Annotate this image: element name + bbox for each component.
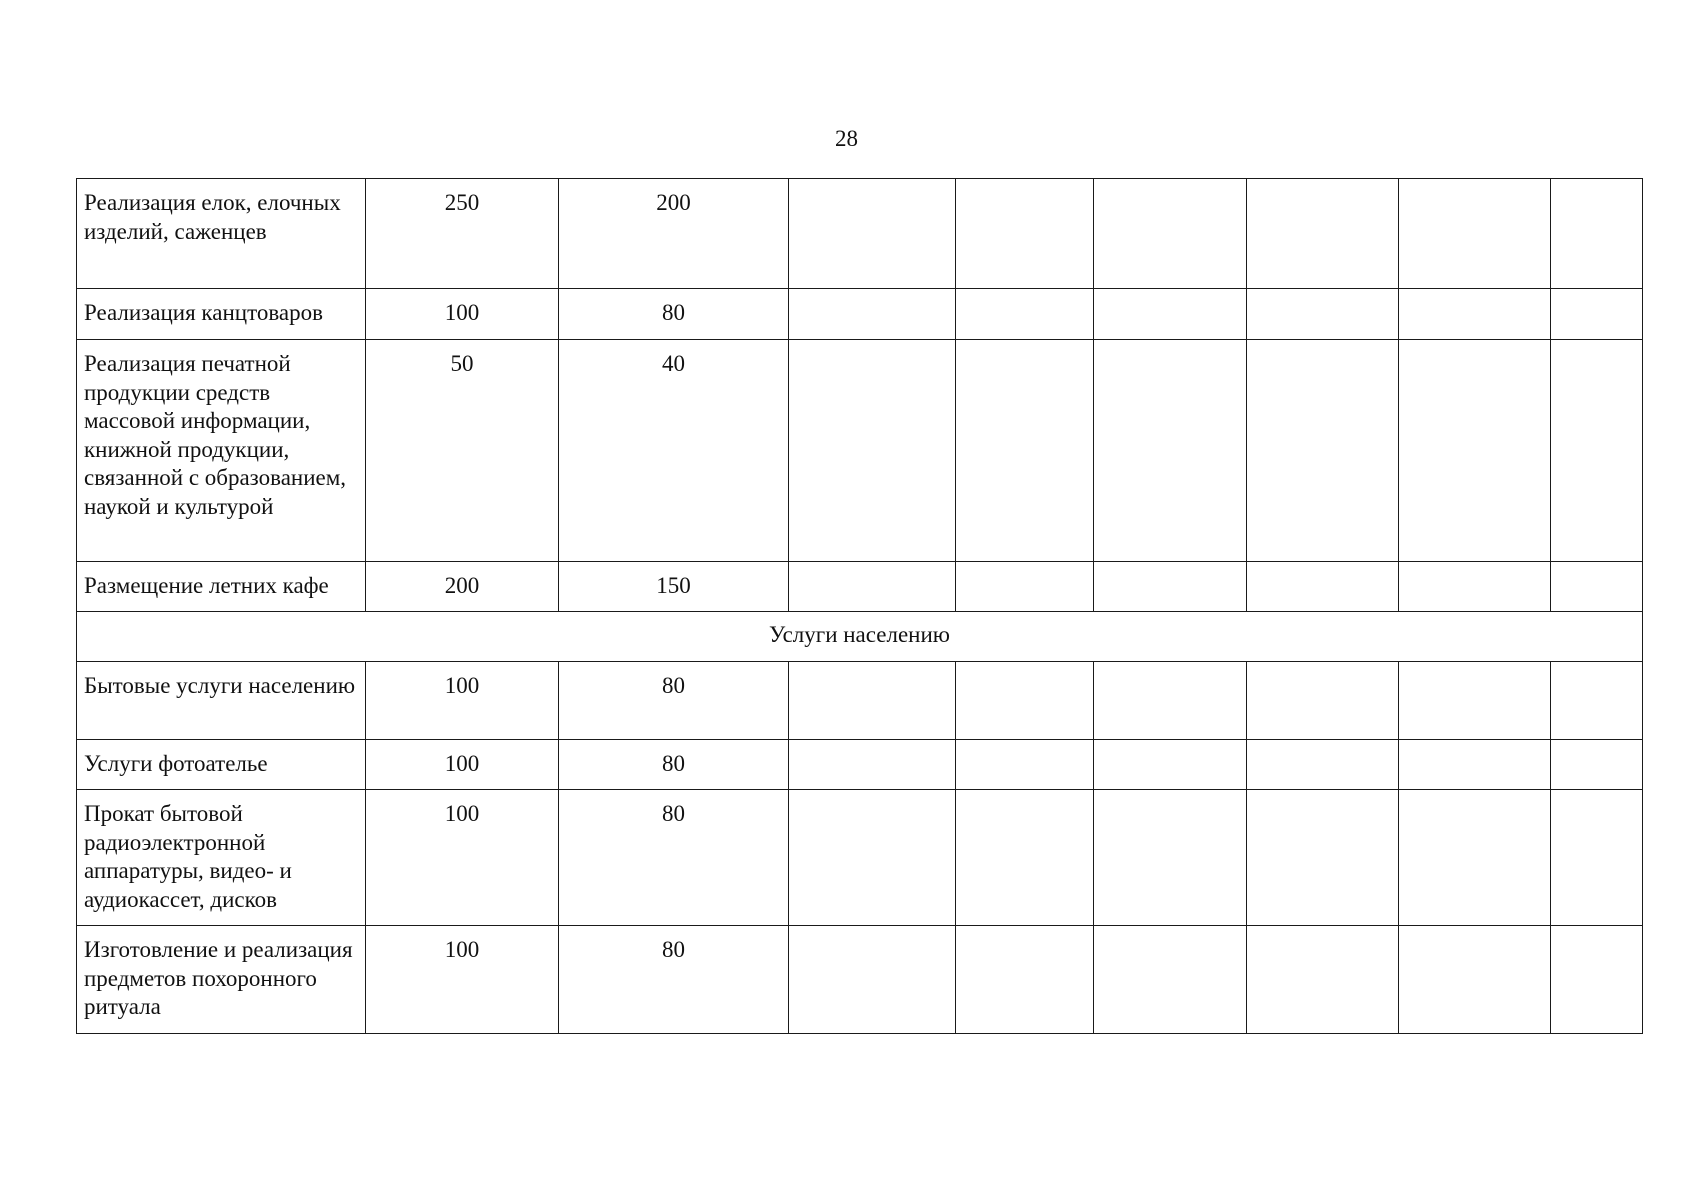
page-number: 28 [835, 126, 858, 151]
empty-cell [1399, 926, 1551, 1034]
empty-cell [1399, 662, 1551, 740]
empty-cell [1094, 562, 1247, 612]
empty-cell [1399, 562, 1551, 612]
row-name: Реализация печатной продукции средств массовой информации, книжной продукции, связанной с образованием, наукой и культурой [77, 340, 366, 562]
empty-cell [1399, 179, 1551, 289]
empty-cell [1094, 179, 1247, 289]
empty-cell [789, 562, 956, 612]
empty-cell [789, 179, 956, 289]
empty-cell [1247, 790, 1399, 926]
row-name: Размещение летних кафе [77, 562, 366, 612]
table-row [77, 926, 1643, 1034]
table-row [77, 289, 1643, 340]
empty-cell [1399, 740, 1551, 790]
empty-cell [1094, 790, 1247, 926]
empty-cell [1247, 340, 1399, 562]
row-value-1: 50 [366, 340, 559, 562]
row-name: Прокат бытовой радиоэлектронной аппаратуры, видео- и аудиокассет, дисков [77, 790, 366, 926]
empty-cell [789, 289, 956, 340]
row-value-1: 250 [366, 179, 559, 289]
row-value-2: 80 [559, 926, 789, 1034]
empty-cell [1247, 562, 1399, 612]
empty-cell [1247, 740, 1399, 790]
row-value-1: 100 [366, 662, 559, 740]
row-value-1: 100 [366, 289, 559, 340]
empty-cell [789, 340, 956, 562]
empty-cell [1551, 926, 1643, 1034]
empty-cell [1094, 926, 1247, 1034]
row-value-2: 40 [559, 340, 789, 562]
row-value-2: 150 [559, 562, 789, 612]
row-value-1: 100 [366, 926, 559, 1034]
empty-cell [789, 662, 956, 740]
empty-cell [1551, 562, 1643, 612]
fees-table [76, 178, 1643, 1034]
empty-cell [1399, 790, 1551, 926]
section-row [77, 612, 1643, 662]
empty-cell [1551, 289, 1643, 340]
table-row [77, 562, 1643, 612]
empty-cell [956, 740, 1094, 790]
empty-cell [1551, 179, 1643, 289]
empty-cell [1247, 179, 1399, 289]
row-name: Услуги фотоателье [77, 740, 366, 790]
empty-cell [1247, 662, 1399, 740]
empty-cell [956, 289, 1094, 340]
empty-cell [1399, 289, 1551, 340]
table-row [77, 740, 1643, 790]
empty-cell [789, 926, 956, 1034]
table-row [77, 790, 1643, 926]
row-name: Изготовление и реализация предметов похоронного ритуала [77, 926, 366, 1034]
row-value-2: 80 [559, 740, 789, 790]
empty-cell [1551, 790, 1643, 926]
table-row [77, 179, 1643, 289]
row-value-1: 200 [366, 562, 559, 612]
empty-cell [1094, 289, 1247, 340]
row-value-2: 80 [559, 289, 789, 340]
empty-cell [956, 179, 1094, 289]
empty-cell [1551, 662, 1643, 740]
row-name: Реализация канцтоваров [77, 289, 366, 340]
row-value-1: 100 [366, 790, 559, 926]
empty-cell [1551, 340, 1643, 562]
empty-cell [1399, 340, 1551, 562]
empty-cell [1094, 662, 1247, 740]
empty-cell [956, 562, 1094, 612]
row-name: Бытовые услуги населению [77, 662, 366, 740]
empty-cell [789, 740, 956, 790]
empty-cell [1094, 740, 1247, 790]
row-value-1: 100 [366, 740, 559, 790]
empty-cell [956, 340, 1094, 562]
empty-cell [789, 790, 956, 926]
row-value-2: 200 [559, 179, 789, 289]
empty-cell [956, 790, 1094, 926]
table-row [77, 340, 1643, 562]
row-value-2: 80 [559, 790, 789, 926]
empty-cell [956, 662, 1094, 740]
empty-cell [1247, 926, 1399, 1034]
empty-cell [956, 926, 1094, 1034]
row-name: Реализация елок, елочных изделий, саженцев [77, 179, 366, 289]
empty-cell [1551, 740, 1643, 790]
empty-cell [1247, 289, 1399, 340]
empty-cell [1094, 340, 1247, 562]
table-row [77, 662, 1643, 740]
row-value-2: 80 [559, 662, 789, 740]
section-title: Услуги населению [77, 612, 1643, 662]
